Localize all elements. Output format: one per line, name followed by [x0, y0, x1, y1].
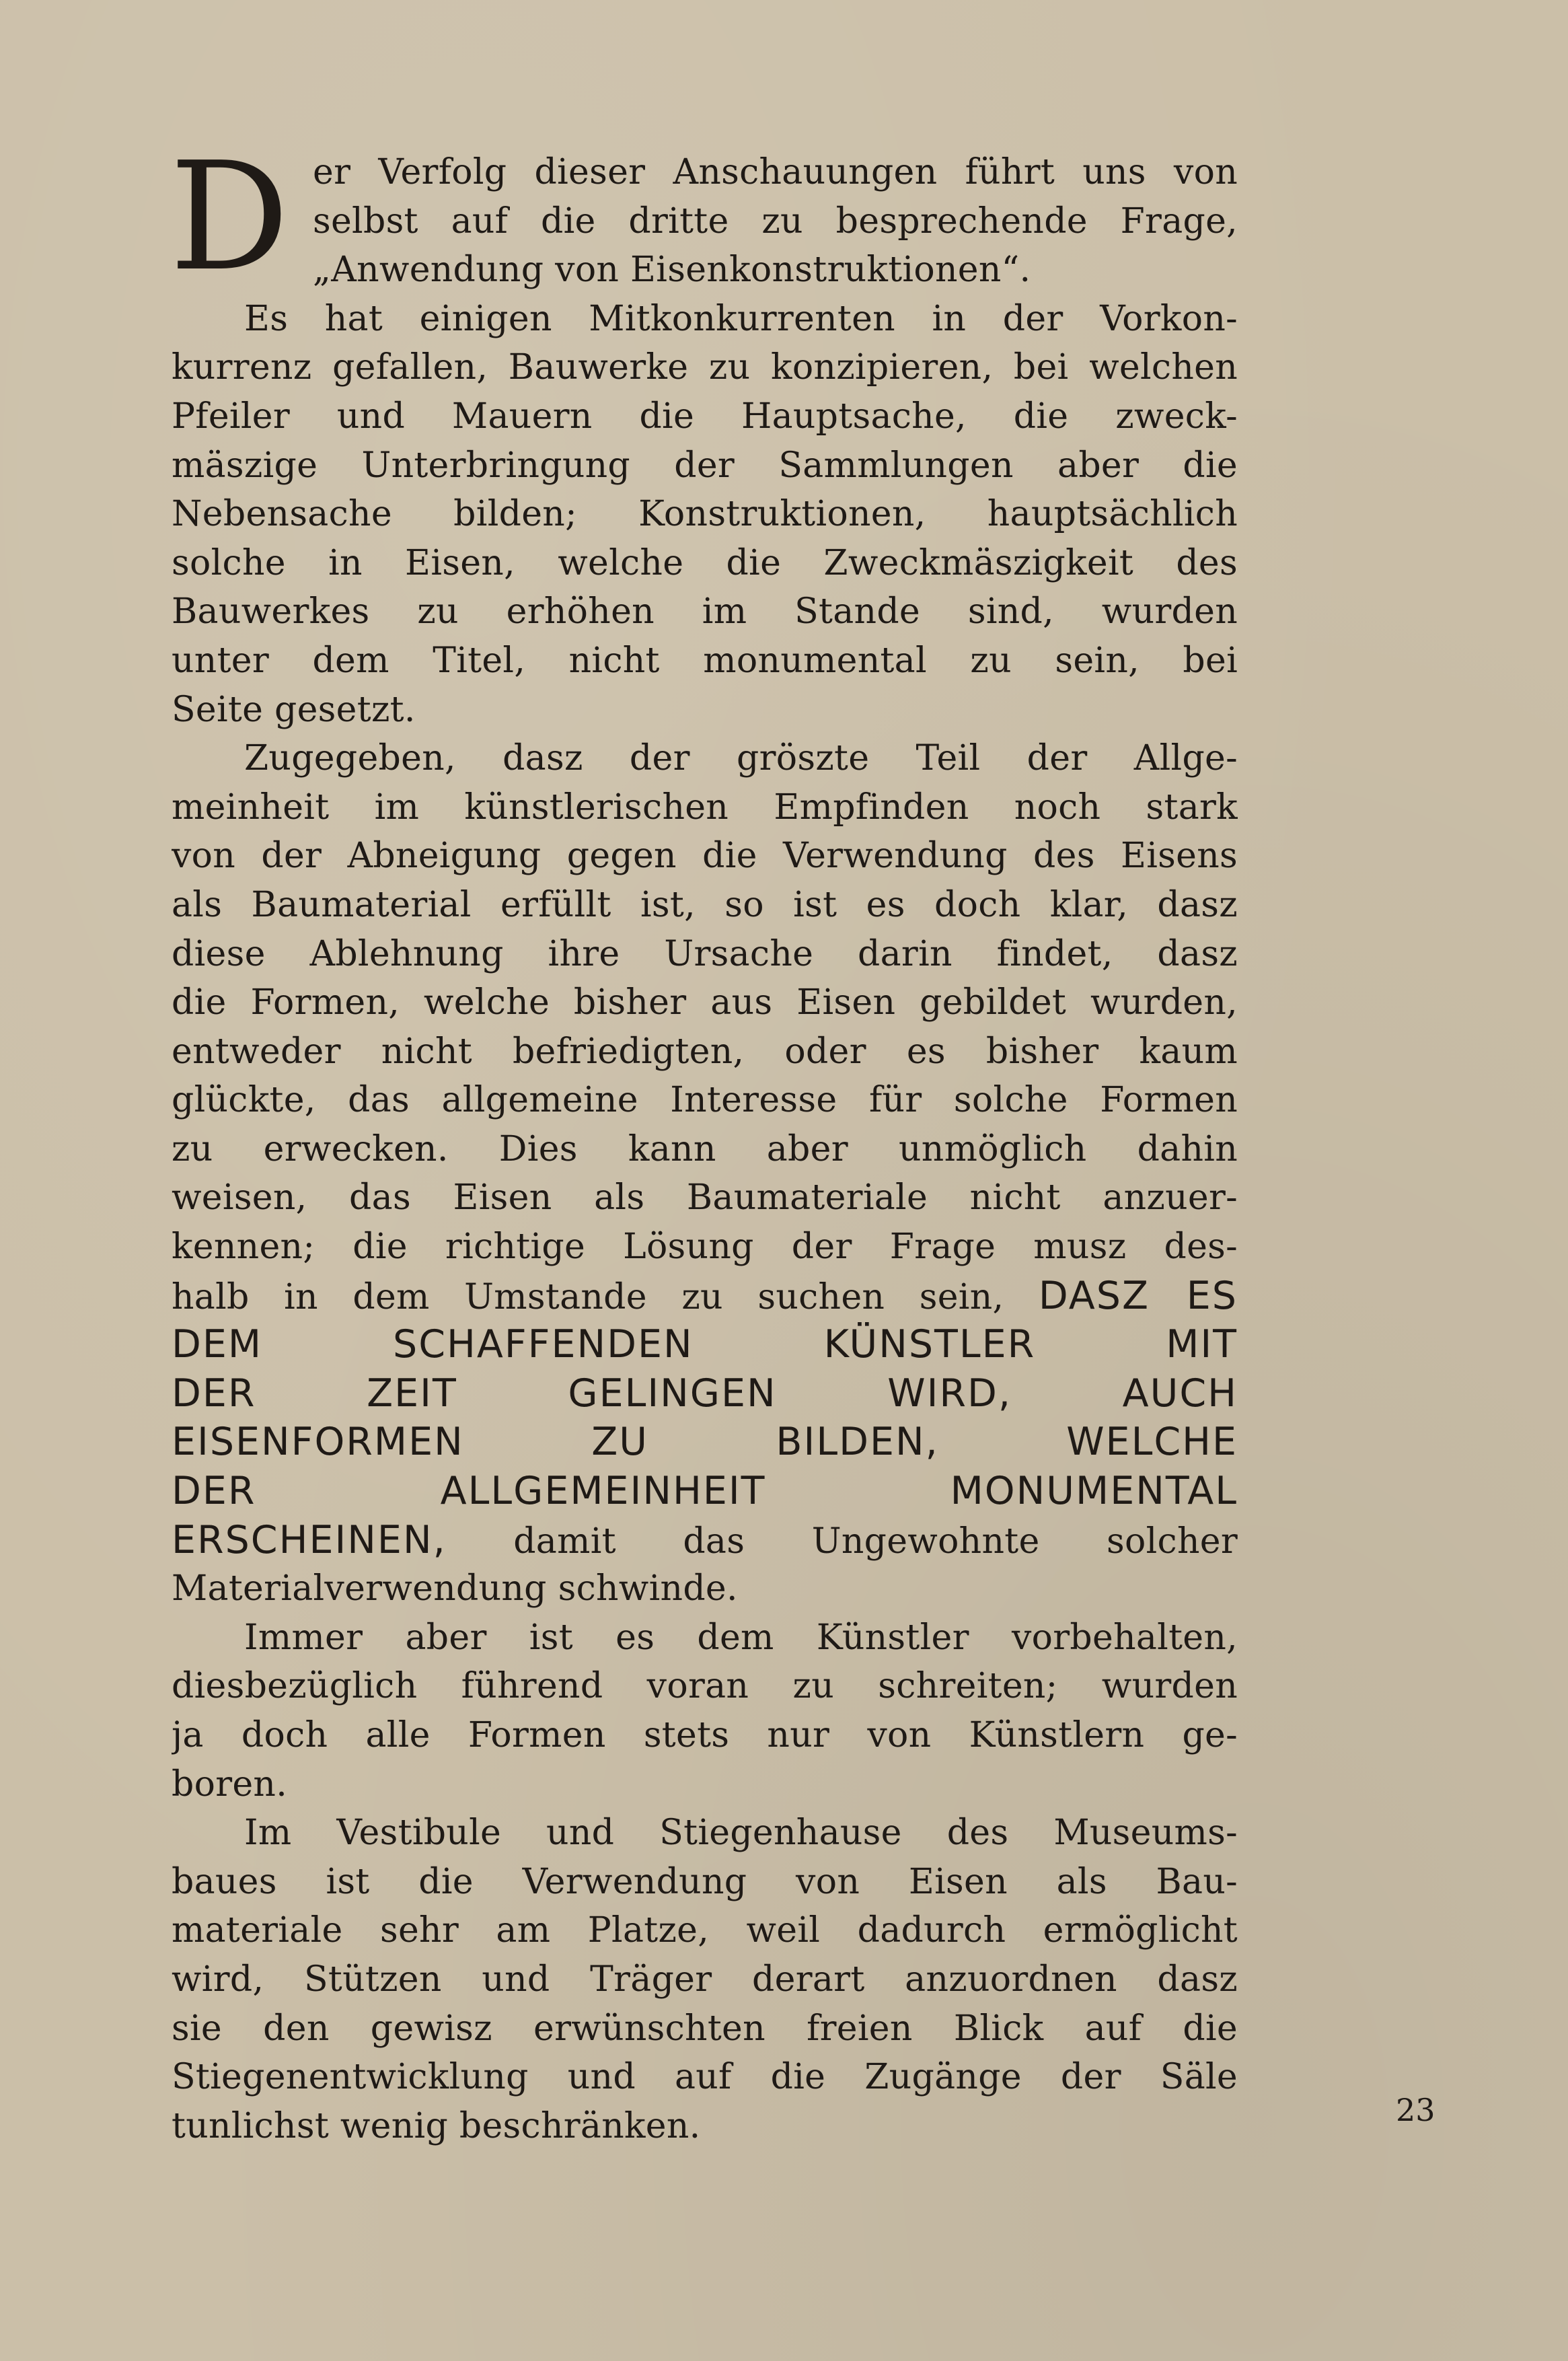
- text-line: die Formen, welche bisher aus Eisen gebildet wurden,: [172, 982, 1238, 1023]
- body-text: [170, 131, 1238, 2150]
- text-line: von der Abneigung gegen die Verwendung des Eisens: [172, 836, 1238, 877]
- emphasis-caps-line: EISENFORMEN ZU BILDEN, WELCHE: [172, 1420, 1238, 1465]
- text-line: sie den gewisz erwünschten freien Blick auf die: [172, 2008, 1238, 2049]
- text-line: entweder nicht befriedigten, oder es bisher kaum: [172, 1031, 1238, 1072]
- text-line: diese Ablehnung ihre Ursache darin findet, dasz: [172, 933, 1238, 974]
- text-line: materiale sehr am Platze, weil dadurch ermöglicht: [172, 1910, 1238, 1951]
- text-line: Bauwerkes zu erhöhen im Stande sind, wurden: [172, 591, 1238, 632]
- text-line: zu erwecken. Dies kann aber unmöglich dahin: [172, 1128, 1238, 1169]
- text-line: weisen, das Eisen als Baumateriale nicht anzuer-: [172, 1177, 1238, 1219]
- text-line: [172, 1272, 1238, 1321]
- text-line: [172, 1516, 1238, 1565]
- text-line: wird, Stützen und Träger derart anzuordnen dasz: [172, 1959, 1238, 2000]
- emphasis-caps: ERSCHEINEN,: [172, 1517, 447, 1562]
- text-line: Stiegenentwicklung und auf die Zugänge der Säle: [172, 2057, 1238, 2098]
- text-line: Nebensache bilden; Konstruktionen, hauptsächlich: [172, 494, 1238, 535]
- text-fragment: damit das Ungewohnte solcher: [513, 1521, 1238, 1562]
- text-line: „Anwendung von Eisenkonstruktionen“.: [313, 250, 1031, 291]
- text-line: Pfeiler und Mauern die Hauptsache, die zweck-: [172, 396, 1238, 437]
- text-line: baues ist die Verwendung von Eisen als Bau-: [172, 1861, 1238, 1902]
- text-line: boren.: [172, 1764, 288, 1805]
- emphasis-caps-line: DER ZEIT GELINGEN WIRD, AUCH: [172, 1371, 1238, 1416]
- text-line: unter dem Titel, nicht monumental zu sein, bei: [172, 640, 1238, 681]
- text-line: tunlichst wenig beschränken.: [172, 2105, 701, 2146]
- text-line: ja doch alle Formen stets nur von Künstlern ge-: [172, 1715, 1238, 1755]
- text-line: er Verfolg dieser Anschauungen führt uns von: [313, 152, 1238, 192]
- emphasis-caps-line: DER ALLGEMEINHEIT MONUMENTAL: [172, 1469, 1238, 1514]
- text-line: kurrenz gefallen, Bauwerke zu konzipieren, bei welchen: [172, 347, 1238, 388]
- text-line: selbst auf die dritte zu besprechende Frage,: [313, 201, 1238, 242]
- text-line: kennen; die richtige Lösung der Frage musz des-: [172, 1227, 1238, 1268]
- text-line: Seite gesetzt.: [172, 689, 416, 730]
- drop-cap-letter: D: [170, 131, 289, 304]
- emphasis-caps-line: DEM SCHAFFENDEN KÜNSTLER MIT: [172, 1322, 1238, 1367]
- text-line: glückte, das allgemeine Interesse für solche Formen: [172, 1080, 1238, 1121]
- text-line: Im Vestibule und Stiegenhause des Museums-: [244, 1813, 1238, 1854]
- page-number: 23: [1396, 2092, 1435, 2128]
- text-line: Zugegeben, dasz der gröszte Teil der Allge-: [244, 738, 1238, 779]
- text-fragment: halb in dem Umstande zu suchen sein,: [172, 1276, 1004, 1317]
- text-line: diesbezüglich führend voran zu schreiten; wurden: [172, 1666, 1238, 1707]
- text-line: Immer aber ist es dem Künstler vorbehalten,: [244, 1617, 1238, 1658]
- text-line: solche in Eisen, welche die Zweckmäszigkeit des: [172, 542, 1238, 583]
- text-line: Es hat einigen Mitkonkurrenten in der Vorkon-: [244, 298, 1238, 339]
- emphasis-caps: DASZ ES: [1038, 1273, 1238, 1318]
- text-line: Materialverwendung schwinde.: [172, 1568, 738, 1609]
- text-line: mäszige Unterbringung der Sammlungen aber die: [172, 445, 1238, 486]
- text-line: als Baumaterial erfüllt ist, so ist es doch klar, dasz: [172, 884, 1238, 925]
- text-line: meinheit im künstlerischen Empfinden noch stark: [172, 787, 1238, 828]
